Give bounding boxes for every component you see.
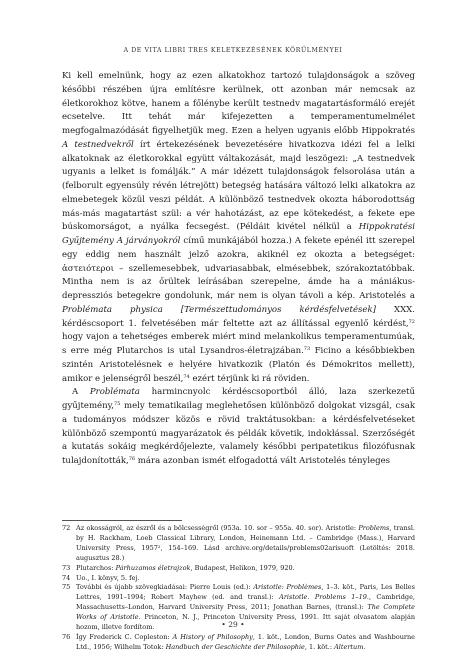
text-run: mára azonban ismét elfogadottá vált Aristotelés tényleges	[135, 456, 391, 466]
footnote-rule	[62, 520, 182, 521]
footnote-number: 76	[62, 632, 71, 641]
italic-title: Problémata physica [Természettudományos kérdésfelvetések]	[62, 304, 376, 315]
running-head: A DE VITA LIBRI TRES KELETKEZÉSÉNEK KÖRÜLMÉNYEI	[123, 47, 343, 54]
text-run: XXX. kérdéscsoport 1. felvetésében már feltette azt az állítással egyenlő kérdést,	[62, 304, 415, 329]
footnote-ref[interactable]: 73	[303, 346, 311, 352]
footnote-number: 72	[62, 524, 71, 532]
text-run: harmincnyolc kérdéscsoportból álló, laza szerkezetű gyűjtemény,	[62, 387, 415, 411]
footnote-ref[interactable]: 72	[408, 318, 415, 325]
footnote-text: Így Frederick C. Copleston: A History of Philosophy, 1. köt., London, Burns Oates and Washbourne Ltd., 1956; Wilhelm Totok: Handbuch der Geschichte der Philosophie, 1. köt.: Altertum.	[76, 632, 416, 651]
footnote	[62, 524, 415, 564]
text-run: című munkájából hozza.) A fekete epénél itt szerepel egy eddig nem használt jelző azokra, akiknél ez okozta a betegséget: ἀστειότεροι – szellemesebbek, udvariasabbak, elmésebbek, szórakoztatóbbak. Mintha nem is az őrültek leírásában szerepelne, ámde ha a mániákus-depressziós betegekre gondolunk, már nem is olyan távoli a kép. Aristotelés a	[62, 236, 415, 301]
page-number: • 29 •	[221, 620, 245, 629]
text-run: mely tematikailag meglehetősen különböző dolgokat vizsgál, csak a tudományos módszer közös e rövid traktátusokban: a kérdésfelvetéseket különböző szempontú magyarázatok és példák követik, indokłással. Szerzőségét a kutatás sokáig megkérdőjelezte, valamely későbbi peripatetikus filozófusnak tulajdonították,	[62, 401, 415, 466]
footnote-text: Plutarchos: Párhuzamos életrajzok, Budapest, Helikon, 1979, 920.	[76, 563, 295, 572]
paragraph-1	[62, 70, 415, 386]
footnote-text: Az okosságról, az észről és a bölcsességről (953a. 10. sor – 955a. 40. sor). Aristotle: Problems, transl. by H. Rackham, Loeb Classical Library, London, Heinemann Ltd. – Cambridge (Mass.), Harvard University Press, 1957², 154–169. Lásd archive.org/details/problems02arisuoft (Letöltés: 2018. augusztus 28.)	[76, 524, 415, 562]
footnote-ref[interactable]: 74	[183, 373, 190, 380]
text-run: Ki kell emelnünk, hogy az ezen alkatokhoz tartozó tulajdonságok a szöveg későbbi részében újra említésre kerülnek, ott azonban már nemcsak az életkorokhoz kötve, hanem a főlénybe került testnedv magatartásformáló erejét ecsetelve. Itt tehát már kifejezetten a temperamentumelmélet megfogalmazódását figyelhetjük meg. Ezen a helyen ugyanis előbb Hippokratés	[62, 71, 415, 136]
footnote	[62, 564, 415, 574]
paragraph-2	[62, 386, 415, 469]
text-run: ezért térjünk ki rá röviden.	[189, 373, 310, 384]
footnote-number: 74	[62, 573, 71, 582]
text-run: hogy vajon a tehetséges emberek miért mind melankolikus temperamentumúak, s erre még Plutarchos is utal Lysandros-életrajzában.	[62, 332, 415, 356]
footnote-text: Uo., I. könyv, 5. fej.	[76, 573, 140, 582]
main-text	[62, 70, 415, 469]
text-run: A	[72, 387, 90, 398]
text-run: Ficino a későbbiekben szintén Aristotelésnek e helyére hivatkozik (Platón és Démokritos mellett), amikor e jelenségről beszél,	[62, 346, 415, 384]
italic-title: Hippokratési Gyűjtemény A járványokról	[62, 222, 415, 246]
italic-title: Problémata	[89, 387, 140, 398]
footnote-text: További és újabb szövegkiadásai: Pierre Louis (ed.): Aristotle: Problèmes, 1–3. köt., Paris, Les Belles Lettres, 1991–1994; Robert Mayhew (ed. and transl.): Aristotle. Problems 1–19., Cambridge, Massachusetts–London, Harvard University Press, 2011; Jonathan Barnes, (transl.): The Complete Works of Aristotle. Princeton, N. J., Princeton University Press, 1991. Itt saját olvasatom alapján hozom, illetve fordítom.	[76, 583, 416, 632]
footnote-number: 73	[62, 563, 71, 572]
footnotes	[62, 524, 415, 653]
footnote	[62, 633, 415, 653]
text-run: írt értekezésének bevezetésére hivatkozva idézi fel a lelki alkatoknak az életkorokkal együtt váltakozását, majd leszögezi: „A testnedvek ugyanis a lelket is fomálják.” A már idézett tulajdonságok felsorolása után a (felborult egyensúly révén létrejött) betegség hatására változó lelki alkatokra az elmebetegek közül veszi példát. A különböző testnedvek okozta háborodottság más-más magatartást szül: a vér hahotázást, az epe kötekedést, a fekete epe búskomorságot, a nyálka fecsegést. (Példáit kivétel nélkül a	[62, 139, 415, 233]
italic-title: A testnedvekről	[62, 139, 134, 150]
footnote-ref[interactable]: 75	[114, 401, 121, 407]
footnote	[62, 574, 415, 584]
footnote-ref[interactable]: 76	[128, 456, 136, 462]
footnote-number: 75	[62, 583, 71, 592]
